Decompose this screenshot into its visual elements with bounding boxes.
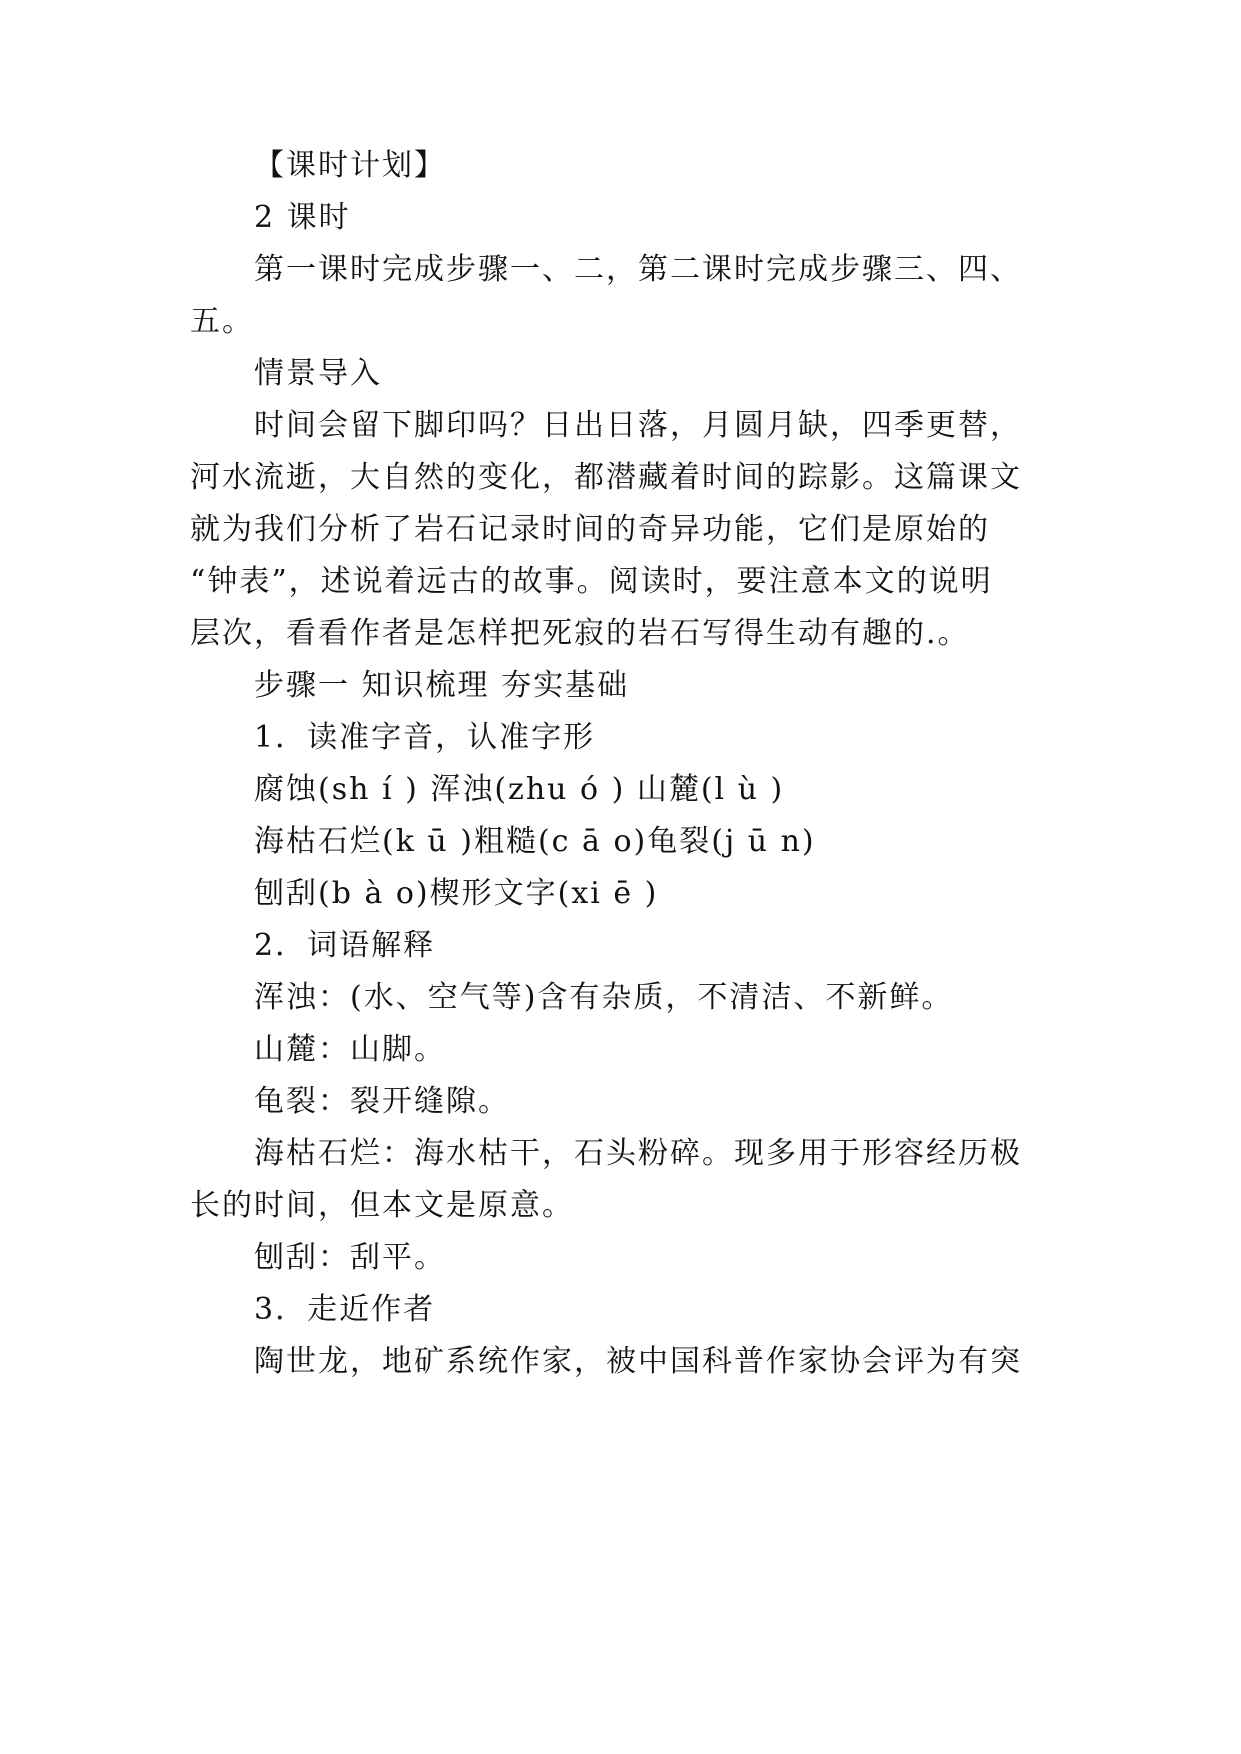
heading-pronunciation: 1．读准字音，认准字形	[254, 720, 596, 755]
lesson-count: 2 课时	[254, 200, 351, 235]
vocab-hunzhuo: 浑浊：(水、空气等)含有杂质，不清洁、不新鲜。	[254, 980, 954, 1015]
vocab-shanlu: 山麓：山脚。	[254, 1032, 446, 1067]
paragraph-intro-line-2: 河水流逝，大自然的变化，都潜藏着时间的踪影。这篇课文	[190, 460, 1022, 495]
paragraph-schedule-line-1: 第一课时完成步骤一、二，第二课时完成步骤三、四、	[254, 252, 1022, 287]
paragraph-intro-line-3: 就为我们分析了岩石记录时间的奇异功能，它们是原始的	[190, 512, 990, 547]
heading-author: 3．走近作者	[254, 1292, 436, 1327]
paragraph-intro-line-5: 层次，看看作者是怎样把死寂的岩石写得生动有趣的.。	[190, 616, 970, 651]
vocab-haikushilan-line-2: 长的时间，但本文是原意。	[190, 1188, 574, 1223]
heading-step-one: 步骤一 知识梳理 夯实基础	[254, 668, 630, 703]
paragraph-intro-line-1: 时间会留下脚印吗？日出日落，月圆月缺，四季更替，	[254, 408, 1022, 443]
pronunciation-line-1: 腐蚀(sh í ) 浑浊(zhu ó ) 山麓(l ù )	[254, 772, 785, 807]
heading-lesson-plan: 【课时计划】	[254, 148, 446, 183]
vocab-junlie: 龟裂：裂开缝隙。	[254, 1084, 510, 1119]
heading-vocabulary: 2．词语解释	[254, 928, 436, 963]
paragraph-intro-line-4: “钟表”，述说着远古的故事。阅读时，要注意本文的说明	[190, 564, 993, 599]
paragraph-schedule-line-2: 五。	[190, 304, 254, 339]
paragraph-author-line-1: 陶世龙，地矿系统作家，被中国科普作家协会评为有突	[254, 1344, 1022, 1379]
vocab-haikushilan-line-1: 海枯石烂：海水枯干，石头粉碎。现多用于形容经历极	[254, 1136, 1022, 1171]
pronunciation-line-3: 刨刮(b à o)楔形文字(xi ē )	[254, 876, 659, 911]
vocab-baogua: 刨刮：刮平。	[254, 1240, 446, 1275]
heading-introduction: 情景导入	[254, 356, 382, 391]
pronunciation-line-2: 海枯石烂(k ū )粗糙(c ā o)龟裂(j ū n)	[254, 824, 816, 859]
